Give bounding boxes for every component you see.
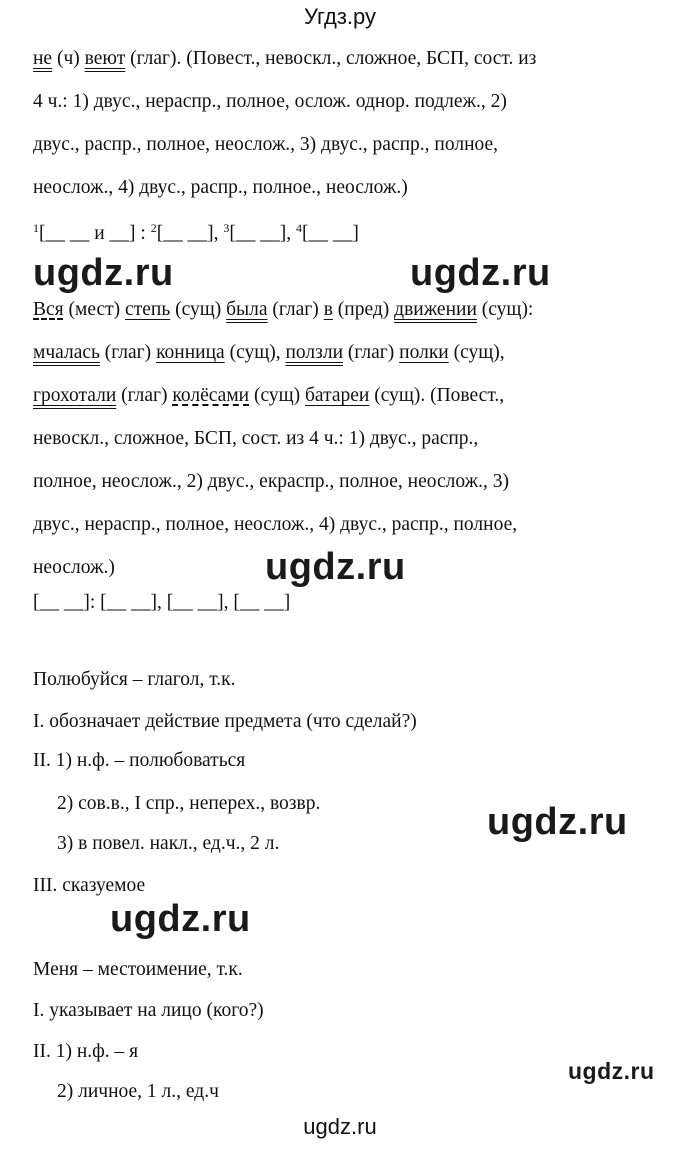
text: (сущ),	[224, 342, 286, 363]
part-index: 2	[150, 221, 157, 235]
parsed-word: полки	[399, 342, 449, 363]
block3-item-i: I. обозначает действие предмета (что сделай?)	[33, 711, 417, 732]
schema-part: [__ __]	[301, 223, 359, 244]
block1-schema	[33, 216, 359, 246]
text: (глаг)	[116, 385, 173, 406]
text: (сущ)	[249, 385, 305, 406]
block4-title: Меня – местоимение, т.к.	[33, 959, 243, 980]
block3-item-ii-2: 2) сов.в., I спр., неперех., возвр.	[57, 793, 321, 814]
block2-line1	[33, 298, 533, 322]
block2-schema: [__ __]: [__ __], [__ __], [__ __]	[33, 592, 291, 613]
page-header: Угдз.ру	[303, 4, 377, 29]
part-index: 4	[295, 221, 302, 235]
parsed-word: была	[226, 299, 268, 320]
word-ne: не	[33, 48, 53, 69]
schema-part: [__ __],	[156, 223, 224, 244]
block3-title: Полюбуйся – глагол, т.к.	[33, 669, 236, 690]
block1-line2: 4 ч.: 1) двус., нераспр., полное, ослож. однор. подлеж., 2)	[33, 91, 507, 112]
text: (сущ):	[476, 299, 534, 320]
text: (сущ),	[448, 342, 505, 363]
parsed-word: колёсами	[172, 385, 250, 406]
part-index: 1	[33, 221, 39, 235]
text: (пред)	[332, 299, 395, 320]
parsed-word: движении	[394, 299, 477, 320]
block2-line4: невоскл., сложное, БСП, сост. из 4 ч.: 1) двус., распр.,	[33, 428, 479, 449]
text: (сущ). (Повест.,	[369, 385, 505, 406]
text: (ч)	[52, 48, 85, 69]
text: (сущ)	[170, 299, 227, 320]
watermark: ugdz.ru	[110, 898, 251, 940]
parsed-word: Вся	[33, 299, 64, 320]
block2-line3	[33, 384, 504, 408]
word-veyut: веют	[84, 48, 126, 69]
block3-item-ii-3: 3) в повел. накл., ед.ч., 2 л.	[57, 833, 280, 854]
block3-item-ii-1: II. 1) н.ф. – полюбоваться	[33, 750, 246, 771]
watermark: ugdz.ru	[568, 1058, 655, 1084]
parsed-word: конница	[156, 342, 225, 363]
block2-line7: неослож.)	[33, 557, 115, 578]
block4-item-ii-2: 2) личное, 1 л., ед.ч	[57, 1081, 219, 1102]
page-footer: ugdz.ru	[303, 1114, 377, 1139]
text: (глаг)	[343, 342, 400, 363]
text: (глаг). (Повест., невоскл., сложное, БСП, сост. из	[125, 48, 537, 69]
block1-line1	[33, 47, 536, 71]
schema-part: [__ __ и __] :	[39, 223, 151, 244]
text: (глаг)	[99, 342, 157, 363]
parsed-word: ползли	[285, 342, 344, 363]
part-index: 3	[223, 221, 230, 235]
block2-line5: полное, неослож., 2) двус., екраспр., полное, неослож., 3)	[33, 471, 509, 492]
parsed-word: мчалась	[33, 342, 100, 363]
parsed-word: грохотали	[33, 385, 117, 406]
watermark: ugdz.ru	[33, 252, 174, 294]
schema-part: [__ __],	[229, 223, 296, 244]
block2-line2	[33, 341, 505, 365]
watermark: ugdz.ru	[410, 252, 551, 294]
parsed-word: степь	[125, 299, 171, 320]
block4-item-i: I. указывает на лицо (кого?)	[33, 1000, 264, 1021]
block4-item-ii-1: II. 1) н.ф. – я	[33, 1041, 139, 1062]
text: (глаг)	[267, 299, 324, 320]
watermark: ugdz.ru	[265, 546, 406, 588]
block2-line6: двус., нераспр., полное, неослож., 4) двус., распр., полное,	[33, 514, 518, 535]
watermark: ugdz.ru	[487, 801, 628, 843]
block1-line4: неослож., 4) двус., распр., полное., неослож.)	[33, 177, 408, 198]
text: (мест)	[63, 299, 126, 320]
block3-item-iii: III. сказуемое	[33, 875, 146, 896]
parsed-word: батареи	[305, 385, 370, 406]
block1-line3: двус., распр., полное, неослож., 3) двус., распр., полное,	[33, 134, 499, 155]
parsed-word: в	[323, 299, 333, 320]
